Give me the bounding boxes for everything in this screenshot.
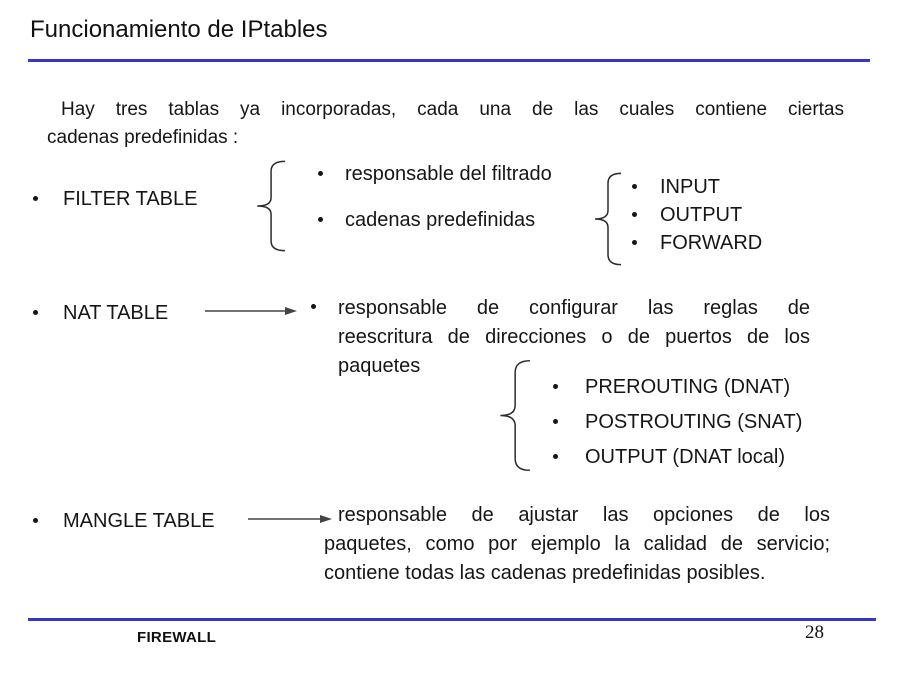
- footer-rule: [28, 618, 876, 621]
- nat-chain-output: OUTPUT (DNAT local): [585, 446, 786, 468]
- bullet-dot: [553, 384, 558, 389]
- footer-label: FIREWALL: [137, 629, 217, 646]
- intro-paragraph: [47, 96, 844, 152]
- mangle-desc-line-1: responsable de ajustar las opciones de los: [338, 504, 830, 526]
- page-number: 28: [805, 622, 824, 643]
- mangle-desc-line-3: contiene todas las cadenas predefinidas posibles.: [324, 562, 766, 584]
- bullet-dot: [318, 171, 323, 176]
- mangle-table-label: MANGLE TABLE: [63, 510, 215, 532]
- nat-desc-line-3: paquetes: [338, 355, 421, 377]
- filter-chain-input: INPUT: [660, 176, 720, 198]
- arrow-right-icon: [248, 512, 332, 526]
- curly-brace-icon: [497, 359, 531, 472]
- bullet-dot: [33, 310, 38, 315]
- mangle-description: [324, 501, 830, 588]
- bullet-dot: [632, 212, 637, 217]
- bullet-dot: [632, 240, 637, 245]
- filter-item-filtering: responsable del filtrado: [345, 163, 552, 185]
- intro-line-1: Hay tres tablas ya incorporadas, cada una de las cuales contiene ciertas: [61, 99, 844, 120]
- mangle-desc-line-2: paquetes, como por ejemplo la calidad de servicio;: [324, 533, 830, 555]
- nat-desc-line-2: reescritura de direcciones o de puertos de los: [338, 326, 810, 348]
- title-rule: [28, 59, 870, 62]
- intro-line-2: cadenas predefinidas :: [47, 127, 239, 148]
- nat-chain-prerouting: PREROUTING (DNAT): [585, 376, 791, 398]
- nat-table-label: NAT TABLE: [63, 302, 169, 324]
- nat-chain-postrouting: POSTROUTING (SNAT): [585, 411, 803, 433]
- nat-description: [338, 294, 810, 381]
- bullet-dot: [553, 454, 558, 459]
- filter-chain-forward: FORWARD: [660, 232, 763, 254]
- bullet-dot: [318, 217, 323, 222]
- bullet-dot: [33, 196, 38, 201]
- nat-desc-line-1: responsable de configurar las reglas de: [338, 297, 810, 319]
- curly-brace-icon: [592, 172, 622, 266]
- bullet-dot: [553, 419, 558, 424]
- bullet-dot: [311, 304, 316, 309]
- filter-item-chains: cadenas predefinidas: [345, 209, 536, 231]
- slide-title: Funcionamiento de IPtables: [30, 16, 328, 43]
- bullet-dot: [632, 184, 637, 189]
- arrow-right-icon: [205, 304, 297, 318]
- filter-table-label: FILTER TABLE: [63, 188, 198, 210]
- curly-brace-icon: [254, 160, 286, 252]
- bullet-dot: [33, 518, 38, 523]
- filter-chain-output: OUTPUT: [660, 204, 743, 226]
